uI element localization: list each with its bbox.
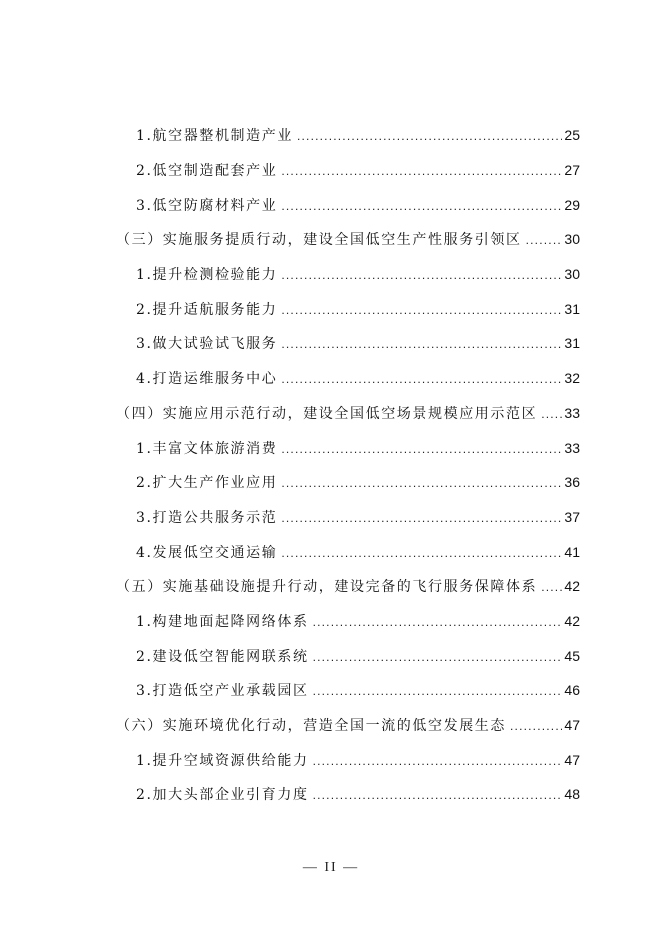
toc-subsection-entry[interactable] — [0, 257, 662, 292]
toc-entry-page-number: 25 — [564, 127, 580, 144]
toc-entry-page-number: 33 — [564, 404, 580, 421]
toc-section-entry[interactable] — [0, 569, 662, 604]
toc-section-entry[interactable] — [0, 708, 662, 743]
toc-entry-label: （六）实施环境优化行动，营造全国一流的低空发展生态 — [116, 718, 506, 735]
toc-dot-leader — [281, 441, 562, 455]
toc-subsection-entry[interactable] — [0, 500, 662, 535]
toc-subsection-entry[interactable] — [0, 777, 662, 812]
toc-subsection-entry[interactable] — [0, 430, 662, 465]
toc-dot-leader — [281, 267, 562, 281]
toc-entry-label: 4.打造运维服务中心 — [136, 371, 278, 388]
toc-entry-page-number: 42 — [564, 612, 580, 629]
toc-dot-leader — [541, 579, 562, 593]
toc-dot-leader — [281, 510, 562, 524]
toc-entry-page-number: 42 — [564, 578, 580, 595]
toc-entry-page-number: 48 — [564, 786, 580, 803]
toc-entry-page-number: 31 — [564, 335, 580, 352]
toc-entry-page-number: 45 — [564, 647, 580, 664]
toc-entry-page-number: 36 — [564, 474, 580, 491]
toc-dot-leader — [313, 614, 563, 628]
toc-entry-label: （五）实施基础设施提升行动，建设完备的飞行服务保障体系 — [116, 579, 538, 596]
toc-subsection-entry[interactable] — [0, 673, 662, 708]
toc-entry-label: 4.发展低空交通运输 — [136, 544, 278, 561]
toc-dot-leader — [313, 649, 563, 663]
toc-section-entry[interactable] — [0, 222, 662, 257]
toc-entry-page-number: 33 — [564, 439, 580, 456]
toc-dot-leader — [281, 371, 562, 385]
toc-entry-page-number: 47 — [564, 751, 580, 768]
toc-entry-label: 1.丰富文体旅游消费 — [136, 440, 278, 457]
toc-subsection-entry[interactable] — [0, 604, 662, 639]
toc-dot-leader — [297, 128, 562, 142]
table-of-contents — [0, 118, 662, 812]
toc-entry-label: 1.提升检测检验能力 — [136, 267, 278, 284]
toc-entry-page-number: 47 — [564, 717, 580, 734]
toc-dot-leader — [281, 163, 562, 177]
toc-entry-label: 1.航空器整机制造产业 — [136, 128, 293, 145]
toc-dot-leader — [510, 718, 562, 732]
toc-entry-label: 2.扩大生产作业应用 — [136, 475, 278, 492]
toc-entry-label: 3.打造公共服务示范 — [136, 509, 278, 526]
toc-dot-leader — [313, 683, 563, 697]
toc-dot-leader — [281, 198, 562, 212]
toc-subsection-entry[interactable] — [0, 534, 662, 569]
toc-entry-page-number: 32 — [564, 370, 580, 387]
toc-dot-leader — [281, 336, 562, 350]
toc-entry-page-number: 46 — [564, 682, 580, 699]
page-number: — II — — [302, 860, 360, 875]
toc-entry-label: 2.提升适航服务能力 — [136, 301, 278, 318]
toc-entry-label: 3.做大试验试飞服务 — [136, 336, 278, 353]
toc-entry-page-number: 41 — [564, 543, 580, 560]
toc-dot-leader — [541, 406, 562, 420]
toc-entry-page-number: 29 — [564, 196, 580, 213]
toc-subsection-entry[interactable] — [0, 638, 662, 673]
toc-entry-page-number: 37 — [564, 508, 580, 525]
toc-entry-label: 2.建设低空智能网联系统 — [136, 648, 309, 665]
toc-entry-page-number: 27 — [564, 162, 580, 179]
toc-dot-leader — [281, 302, 562, 316]
toc-entry-page-number: 31 — [564, 300, 580, 317]
toc-entry-page-number: 30 — [564, 266, 580, 283]
toc-section-entry[interactable] — [0, 396, 662, 431]
toc-dot-leader — [313, 753, 563, 767]
toc-entry-label: 3.低空防腐材料产业 — [136, 197, 278, 214]
toc-entry-label: 3.打造低空产业承载园区 — [136, 683, 309, 700]
toc-subsection-entry[interactable] — [0, 465, 662, 500]
toc-entry-label: 1.提升空域资源供给能力 — [136, 752, 309, 769]
toc-subsection-entry[interactable] — [0, 326, 662, 361]
toc-entry-label: 1.构建地面起降网络体系 — [136, 613, 309, 630]
toc-subsection-entry[interactable] — [0, 291, 662, 326]
toc-entry-label: （三）实施服务提质行动，建设全国低空生产性服务引领区 — [116, 232, 522, 249]
toc-dot-leader — [526, 232, 563, 246]
toc-subsection-entry[interactable] — [0, 361, 662, 396]
toc-subsection-entry[interactable] — [0, 153, 662, 188]
toc-dot-leader — [281, 545, 562, 559]
toc-subsection-entry[interactable] — [0, 118, 662, 153]
toc-dot-leader — [281, 475, 562, 489]
toc-entry-label: 2.加大头部企业引育力度 — [136, 787, 309, 804]
toc-entry-label: （四）实施应用示范行动，建设全国低空场景规模应用示范区 — [116, 405, 538, 422]
toc-subsection-entry[interactable] — [0, 742, 662, 777]
toc-entry-page-number: 30 — [564, 231, 580, 248]
toc-dot-leader — [313, 787, 563, 801]
toc-entry-label: 2.低空制造配套产业 — [136, 163, 278, 180]
toc-subsection-entry[interactable] — [0, 187, 662, 222]
